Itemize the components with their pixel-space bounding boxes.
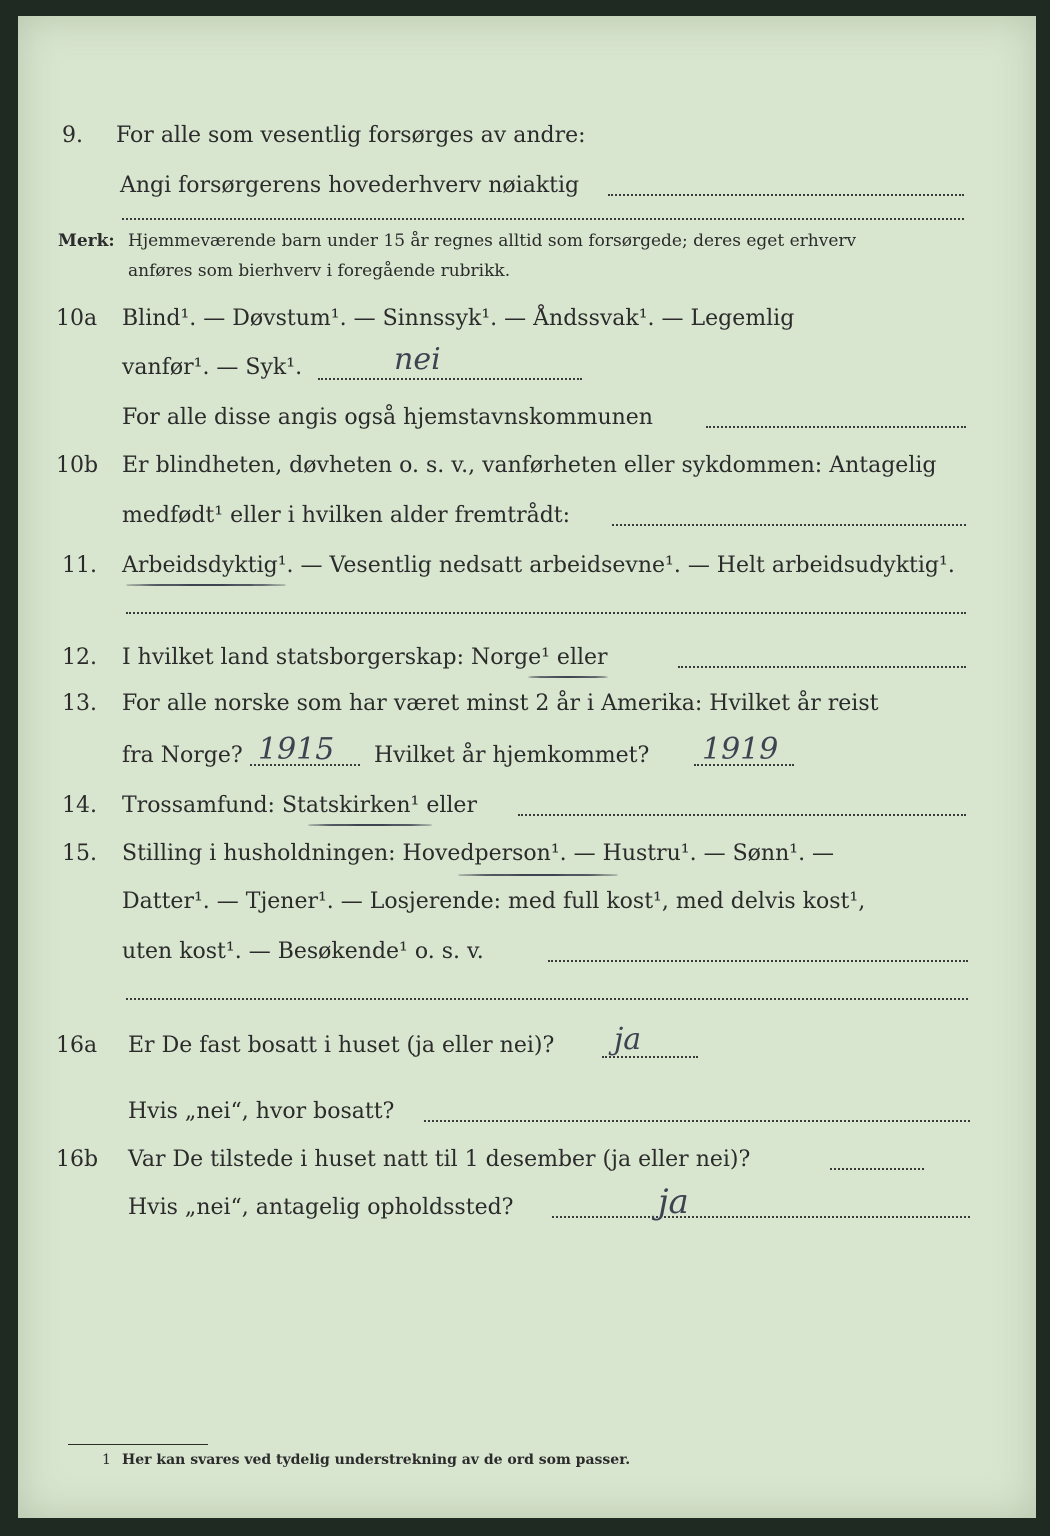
merk-text-2: anføres som bierhverv i foregående rubrikk. (128, 261, 511, 281)
q9-text-2: Angi forsørgerens hovederhverv nøiaktig (120, 173, 580, 198)
q11-answer-line[interactable] (126, 612, 966, 614)
q12-text-1: I hvilket land statsborgerskap: Norge¹ eller (122, 645, 608, 670)
q13-return-answer: 1919 (702, 732, 779, 767)
q16a-row-2 (18, 1092, 1036, 1132)
q10b-answer-line[interactable] (612, 524, 966, 526)
q10a-text-2: vanfør¹. — Syk¹. (122, 355, 303, 380)
q16b-text-2: Hvis „nei“, antagelig opholdssted? (128, 1195, 514, 1220)
q10a-number: 10a (56, 306, 98, 331)
q15-row-3 (18, 932, 1036, 972)
q16b-row-1 (18, 1140, 1036, 1180)
q10a-row-3 (18, 398, 1036, 438)
q15-text-3: uten kost¹. — Besøkende¹ o. s. v. (122, 939, 484, 964)
q15-number: 15. (62, 841, 97, 866)
q14-text-1: Trossamfund: Statskirken¹ eller (122, 793, 477, 818)
q13-text-2b: Hvilket år hjemkommet? (374, 743, 650, 768)
q16b-answer-line[interactable] (830, 1168, 924, 1170)
q9-number: 9. (62, 123, 83, 148)
q16b-handwritten-answer: ja (658, 1182, 689, 1222)
q16a-text-1: Er De fast bosatt i huset (ja eller nei)? (128, 1033, 555, 1058)
q14-answer-line[interactable] (518, 814, 966, 816)
footnote-mark: 1 (102, 1452, 111, 1468)
q10a-row-2 (18, 342, 1036, 388)
q15-text-2: Datter¹. — Tjener¹. — Losjerende: med full kost¹, med delvis kost¹, (122, 889, 866, 914)
footnote-rule (68, 1444, 208, 1445)
q16a-residence-line[interactable] (424, 1120, 970, 1122)
footnote-row (18, 1448, 1036, 1472)
q9-answer-line-2[interactable] (122, 218, 964, 220)
q9-row-1 (18, 116, 1036, 156)
q9-answer-line[interactable] (608, 194, 964, 196)
q15-text-1: Stilling i husholdningen: Hovedperson¹. — Hustru¹. — Sønn¹. — (122, 841, 835, 866)
q10b-row-1 (18, 446, 1036, 486)
q15-answer-line-2[interactable] (126, 998, 968, 1000)
q10a-row-1 (18, 299, 1036, 339)
q15-underline-mark (458, 874, 618, 876)
q13-number: 13. (62, 691, 97, 716)
q13-row-1 (18, 684, 1036, 724)
q16b-location-line[interactable] (552, 1216, 970, 1218)
q10b-text-1: Er blindheten, døvheten o. s. v., vanførheten eller sykdommen: Antagelig (122, 453, 937, 478)
q14-underline-mark (308, 824, 432, 826)
q12-answer-line[interactable] (678, 666, 966, 668)
q16a-handwritten-answer: ja (614, 1022, 642, 1057)
q11-text-1: Arbeidsdyktig¹. — Vesentlig nedsatt arbeidsevne¹. — Helt arbeidsudyktig¹. (122, 553, 955, 578)
q15-row-1 (18, 834, 1036, 874)
q12-number: 12. (62, 645, 97, 670)
q9-row-2 (18, 166, 1036, 206)
q16a-number: 16a (56, 1033, 98, 1058)
census-form-page (18, 16, 1036, 1518)
q12-row-1 (18, 638, 1036, 678)
q13-row-2 (18, 732, 1036, 776)
q16a-text-2: Hvis „nei“, hvor bosatt? (128, 1099, 395, 1124)
q13-text-2a: fra Norge? (122, 743, 243, 768)
q11-underline-mark (126, 584, 286, 586)
q10b-row-2 (18, 496, 1036, 536)
merk-row-1 (18, 226, 1036, 256)
q10b-number: 10b (56, 453, 99, 478)
footnote-text: Her kan svares ved tydelig understrekning av de ord som passer. (122, 1452, 631, 1468)
q13-departure-answer: 1915 (258, 732, 335, 767)
q10b-text-2: medfødt¹ eller i hvilken alder fremtrådt: (122, 503, 571, 528)
merk-row-2 (18, 256, 1036, 286)
merk-text-1: Hjemmeværende barn under 15 år regnes alltid som forsørgede; deres eget erhverv (128, 231, 857, 251)
q10a-answer-line[interactable] (318, 378, 582, 380)
q12-underline-mark (528, 676, 608, 678)
merk-label: Merk: (58, 231, 115, 251)
q16b-number: 16b (56, 1147, 99, 1172)
q15-answer-line[interactable] (548, 960, 968, 962)
q10a-text-3: For alle disse angis også hjemstavnskommunen (122, 405, 653, 430)
q10a-hometown-line[interactable] (706, 426, 966, 428)
q10a-text-1: Blind¹. — Døvstum¹. — Sinnssyk¹. — Åndssvak¹. — Legemlig (122, 306, 795, 331)
q16b-text-1: Var De tilstede i huset natt til 1 desember (ja eller nei)? (128, 1147, 751, 1172)
q10a-handwritten-answer: nei (394, 342, 441, 377)
q9-text-1: For alle som vesentlig forsørges av andre: (116, 123, 586, 148)
q13-text-1: For alle norske som har været minst 2 år i Amerika: Hvilket år reist (122, 691, 879, 716)
q16a-row-1 (18, 1022, 1036, 1066)
q11-row-1 (18, 546, 1036, 586)
q16b-row-2 (18, 1182, 1036, 1228)
q15-row-2 (18, 882, 1036, 922)
q11-number: 11. (62, 553, 97, 578)
q14-row-1 (18, 786, 1036, 826)
q14-number: 14. (62, 793, 97, 818)
